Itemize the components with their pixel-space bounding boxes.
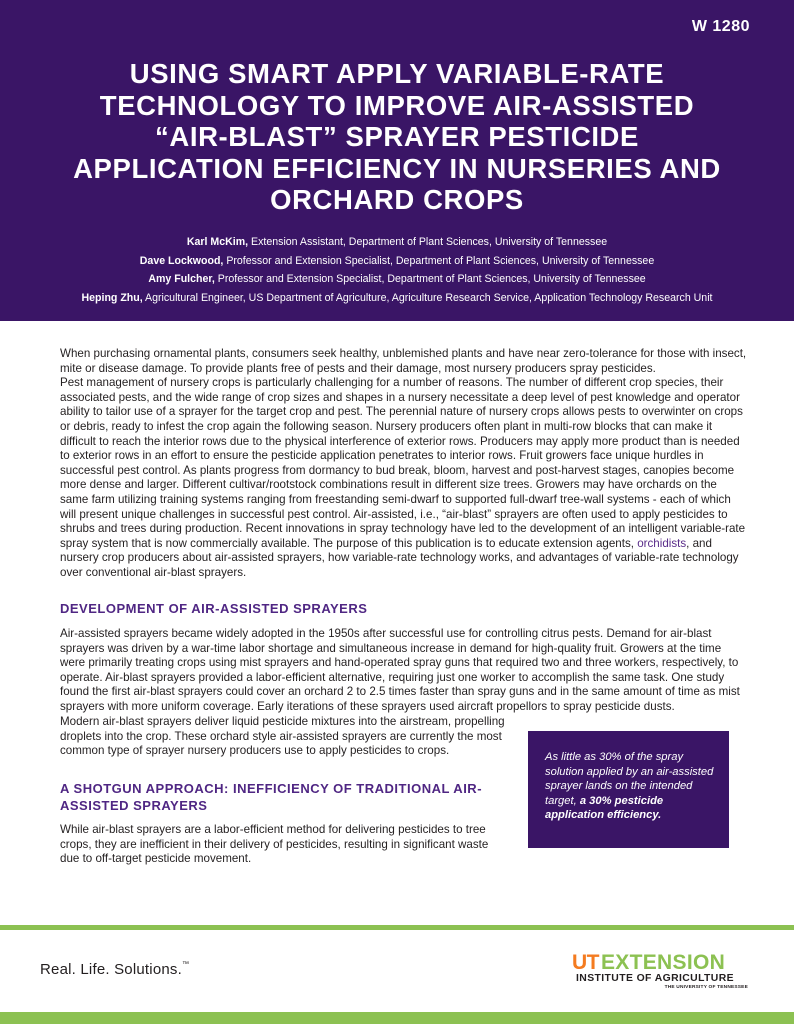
section-heading-development: DEVELOPMENT OF AIR-ASSISTED SPRAYERS [60,601,368,616]
author-name: Dave Lockwood, [139,254,224,267]
author-name: Heping Zhu, [81,291,143,304]
introduction [60,347,748,581]
author-list [40,233,754,307]
institute-wordmark: INSTITUTE OF AGRICULTURE [576,973,734,984]
ut-logo-mark: UT [572,951,599,974]
development-paragraph-continued: Modern air-blast sprayers deliver liquid pesticide mixtures into the airstream, propelling droplets into the crop. These orchard style air-assisted sprayers are currently the most common type of sprayer nursery producers use to apply pesticides to crops. [60,715,505,758]
document-title: USING SMART APPLY VARIABLE-RATE TECHNOLOGY TO IMPROVE AIR-ASSISTED “AIR-BLAST” SPRAYER PESTICIDE APPLICATION EFFICIENCY IN NURSERIES AND ORCHARD CROPS [73,58,721,215]
header-banner [0,0,794,321]
footer-divider [0,925,794,930]
publication-number: W 1280 [691,18,750,35]
author-role: Professor and Extension Specialist, Department of Plant Sciences, University of Tennessee [223,254,655,267]
author-name: Karl McKim, [186,236,249,248]
extension-wordmark: EXTENSION [601,951,726,974]
ut-extension-logo [572,951,750,991]
intro-text: Pest management of nursery crops is particularly challenging for a number of reasons. The number of different crop species, their associated pests, and the wide range of crop sizes and shapes in a nursery necessitate a deep level of pest knowledge and operator ability to tailor use of a sprayer for the target crop and pest. The perennial nature of nursery crops allows pests to overwinter on crops or debris, ready to infest the crop again the following season. Nursery producers often plant in multi-row blocks that can make it difficult to reach the interior rows due to the physical interference of exterior rows. Producers may apply more product than is needed to exterior rows in an effort to ensure the pesticide application penetrates to interior rows. Fruit growers face unique hurdles in successful pest control. As plants progress from dormancy to bud break, bloom, harvest and post-harvest stages, canopies become more dense and larger. Different cultivar/rootstock combinations result in different size trees. Growers may have orchards on the same farm utilizing training systems ranging from freestanding semi-dwarf to supported full-dwarf tree-wall systems - each of which will present unique challenges in successful pest control. Air-assisted, i.e., “air-blast” sprayers are often used to apply pesticides to shrubs and trees during production. Recent innovations in spray technology have led to the development of an intelligent variable-rate spray system that is now commercially available. The purpose of this publication is to educate extension agents, [60,376,746,550]
tagline-text: Real. Life. Solutions. [40,961,182,978]
shotgun-paragraph: While air-blast sprayers are a labor-efficient method for delivering pesticides to tree crops, they are inefficient in their delivery of pesticides, resulting in significant waste due to off-target pesticide movement. [60,823,489,866]
author-role: Extension Assistant, Department of Plant Sciences, University of Tennessee [248,236,608,248]
intro-paragraph-1: When purchasing ornamental plants, consumers seek healthy, unblemished plants and have near zero-tolerance for those with insect, mite or disease damage. To provide plants free of pests and their damage, most nursery producers spray pesticides. [60,347,747,375]
author-role: Agricultural Engineer, US Department of Agriculture, Agriculture Research Service, Application Technology Research Unit [142,291,713,304]
university-wordmark: THE UNIVERSITY OF TENNESSEE [664,985,748,990]
author-name: Amy Fulcher, [148,273,215,285]
author-line [40,233,754,252]
author-line [40,270,754,289]
author-role: Professor and Extension Specialist, Department of Plant Sciences, University of Tennessee [214,273,646,285]
tagline [40,961,189,978]
callout-box [528,731,729,848]
intro-text-end: , and nursery crop producers about air-assisted sprayers, how variable-rate technology works, and advantages of variable-rate technology over conventional air-blast sprayers. [60,536,739,579]
footer-bar [0,1012,794,1024]
callout-emphasis: a 30% pesticide application efficiency. [545,794,664,822]
author-line [40,289,754,308]
development-paragraph: Air-assisted sprayers became widely adopted in the 1950s after successful use for controlling citrus pests. Demand for air-blast sprayers was driven by a war-time labor shortage and simultaneous increase in demand for high-quality fruit. Growers at the time were primarily treating crops using mist sprayers and hand-operated spray guns that required two and three workers, respectively, to operate. Air-blast sprayers provided a labor-efficient alternative, requiring just one worker to accomplish the same task. One study found the first air-blast sprayers could cover an orchard 2 to 2.5 times faster than spray guns and in the same amount of time as mist sprayers with more uniform coverage. Early iterations of these sprayers used aircraft propellors to spray pesticide dusts. [60,627,740,713]
callout-text: As little as 30% of the spray solution applied by an air-assisted sprayer lands on the intended target, [545,751,714,807]
section-heading-shotgun: A SHOTGUN APPROACH: INEFFICIENCY OF TRADITIONAL AIR-ASSISTED SPRAYERS [60,781,483,813]
author-line [40,252,754,271]
intro-paragraph-2 [60,376,748,580]
orchidists-link[interactable]: orchidists [637,536,687,550]
trademark-symbol: ™ [181,961,190,968]
